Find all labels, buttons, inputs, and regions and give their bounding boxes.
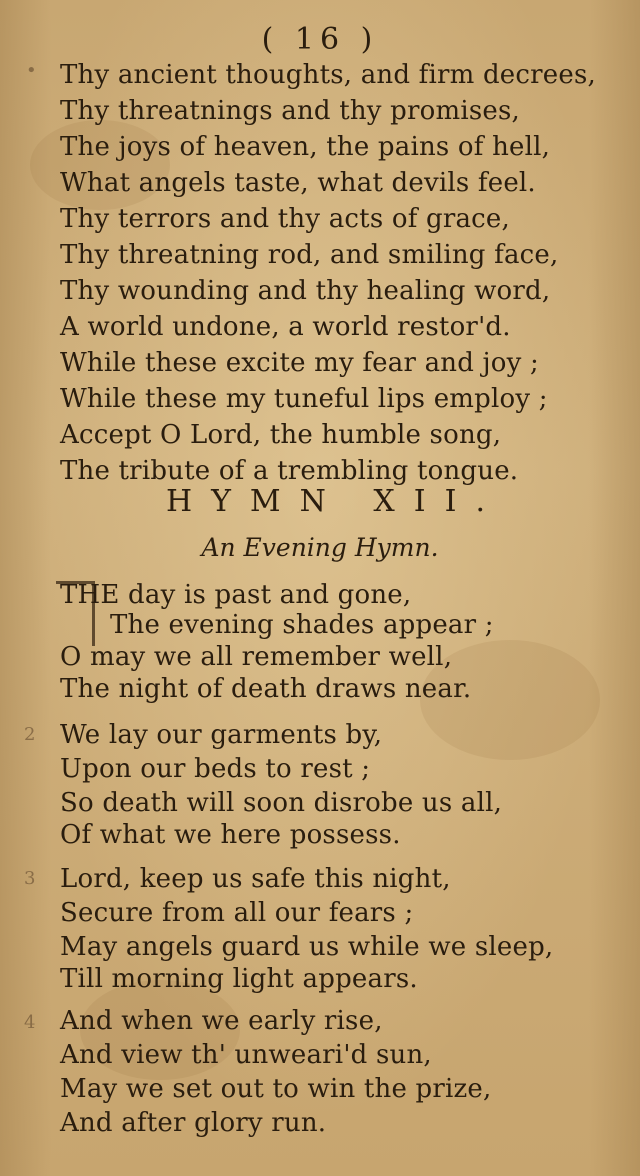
verse-line: And when we early rise, bbox=[60, 1006, 383, 1036]
verse-line: Upon our beds to rest ; bbox=[60, 754, 371, 784]
stanza-number: 2 bbox=[24, 724, 36, 745]
verse-line: We lay our garments by, bbox=[60, 720, 383, 750]
verse-line: And view th' unweari'd sun, bbox=[60, 1040, 432, 1070]
verse-line: THE day is past and gone, bbox=[60, 580, 412, 610]
verse-line: The evening shades appear ; bbox=[110, 610, 494, 640]
verse-line: A world undone, a world restor'd. bbox=[60, 312, 511, 342]
verse-line: So death will soon disrobe us all, bbox=[60, 788, 503, 818]
hymn-title: HYMN XII. bbox=[165, 484, 505, 519]
verse-line: The night of death draws near. bbox=[60, 674, 472, 704]
verse-line: While these excite my fear and joy ; bbox=[60, 348, 539, 378]
verse-line: Thy terrors and thy acts of grace, bbox=[60, 204, 510, 234]
verse-line: What angels taste, what devils feel. bbox=[60, 168, 536, 198]
verse-marker: • bbox=[26, 60, 37, 81]
verse-line: Accept O Lord, the humble song, bbox=[60, 420, 502, 450]
verse-line: The tribute of a trembling tongue. bbox=[60, 456, 519, 486]
verse-line: Till morning light appears. bbox=[60, 964, 418, 994]
verse-line: Thy threatnings and thy promises, bbox=[60, 96, 520, 126]
verse-line: Thy threatning rod, and smiling face, bbox=[60, 240, 559, 270]
verse-line: And after glory run. bbox=[60, 1108, 327, 1138]
stanza-number: 3 bbox=[24, 868, 36, 889]
verse-line: Of what we here possess. bbox=[60, 820, 401, 850]
verse-line: Thy ancient thoughts, and firm decrees, bbox=[60, 60, 596, 90]
verse-line: O may we all remember well, bbox=[60, 642, 453, 672]
verse-line: May we set out to win the prize, bbox=[60, 1074, 492, 1104]
page-number: ( 16 ) bbox=[261, 22, 379, 57]
verse-line: The joys of heaven, the pains of hell, bbox=[60, 132, 551, 162]
verse-line: Thy wounding and thy healing word, bbox=[60, 276, 551, 306]
hymn-subtitle: An Evening Hymn. bbox=[201, 533, 439, 562]
verse-line: May angels guard us while we sleep, bbox=[60, 932, 554, 962]
verse-line: While these my tuneful lips employ ; bbox=[60, 384, 548, 414]
stanza-number: 4 bbox=[24, 1012, 36, 1033]
verse-line: Secure from all our fears ; bbox=[60, 898, 414, 928]
verse-line: Lord, keep us safe this night, bbox=[60, 864, 451, 894]
